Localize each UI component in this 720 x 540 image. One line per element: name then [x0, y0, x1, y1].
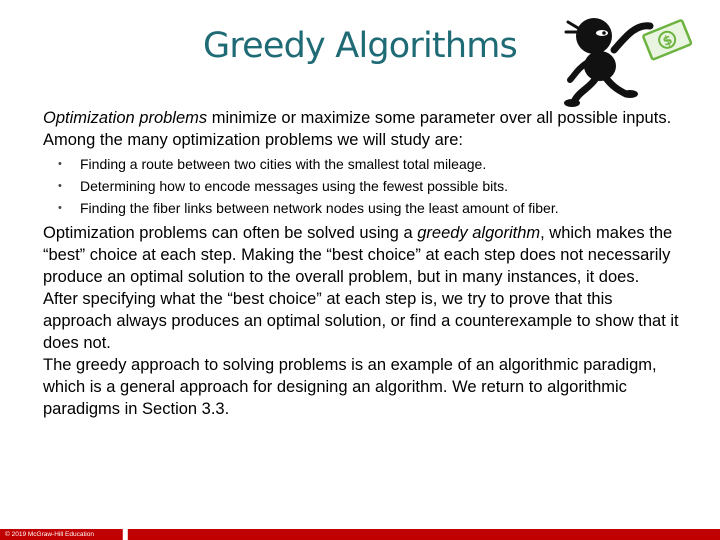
paragraph-examples-intro: Among the many optimization problems we will study are: [43, 131, 464, 149]
bullet-icon: • [58, 202, 62, 214]
list-item-text: Finding a route between two cities with the smallest total mileage. [80, 156, 487, 172]
slide-body [43, 107, 683, 420]
dollar-sign: $ [660, 32, 675, 50]
bullet-icon: • [58, 180, 62, 192]
list-item [43, 197, 683, 219]
definition-text: minimize or maximize some parameter over all possible inputs. [207, 109, 672, 127]
list-item [43, 153, 683, 175]
bullet-icon: • [58, 158, 62, 170]
paragraph-definition [43, 107, 683, 129]
example-problems-list [43, 153, 683, 219]
term-optimization-problems: Optimization problems [43, 109, 208, 127]
paragraph-paradigm: The greedy approach to solving problems is an example of an algorithmic paradigm, which is a general approach for designing an algorithm. We return to algorithmic paradigms in Section 3.3. [43, 356, 657, 418]
list-item-text: Determining how to encode messages using the fewest possible bits. [80, 178, 509, 194]
term-greedy-algorithm: greedy algorithm [417, 224, 541, 242]
paragraph-greedy-algorithm [43, 222, 683, 288]
greedy-text-start: Optimization problems can often be solved using a [43, 224, 418, 242]
paragraph-best-choice: After specifying what the “best choice” at each step is, we try to prove that this approach always produces an optimal solution, or find a counterexample to show that it does not. [43, 290, 679, 352]
footer-bar [0, 529, 720, 540]
greedy-text-end: , which makes the “best” choice at each step. Making the “best choice” at each step does not necessarily produce an optimal solution to the overall problem, but in many instances, it does. [43, 224, 673, 286]
list-item-text: Finding the fiber links between network nodes using the least amount of fiber. [80, 200, 559, 216]
copyright-notice: © 2019 McGraw-Hill Education [5, 531, 94, 538]
slide-title: Greedy Algorithms [203, 26, 517, 66]
list-item [43, 175, 683, 197]
burglar-running-with-money-icon [556, 6, 700, 110]
